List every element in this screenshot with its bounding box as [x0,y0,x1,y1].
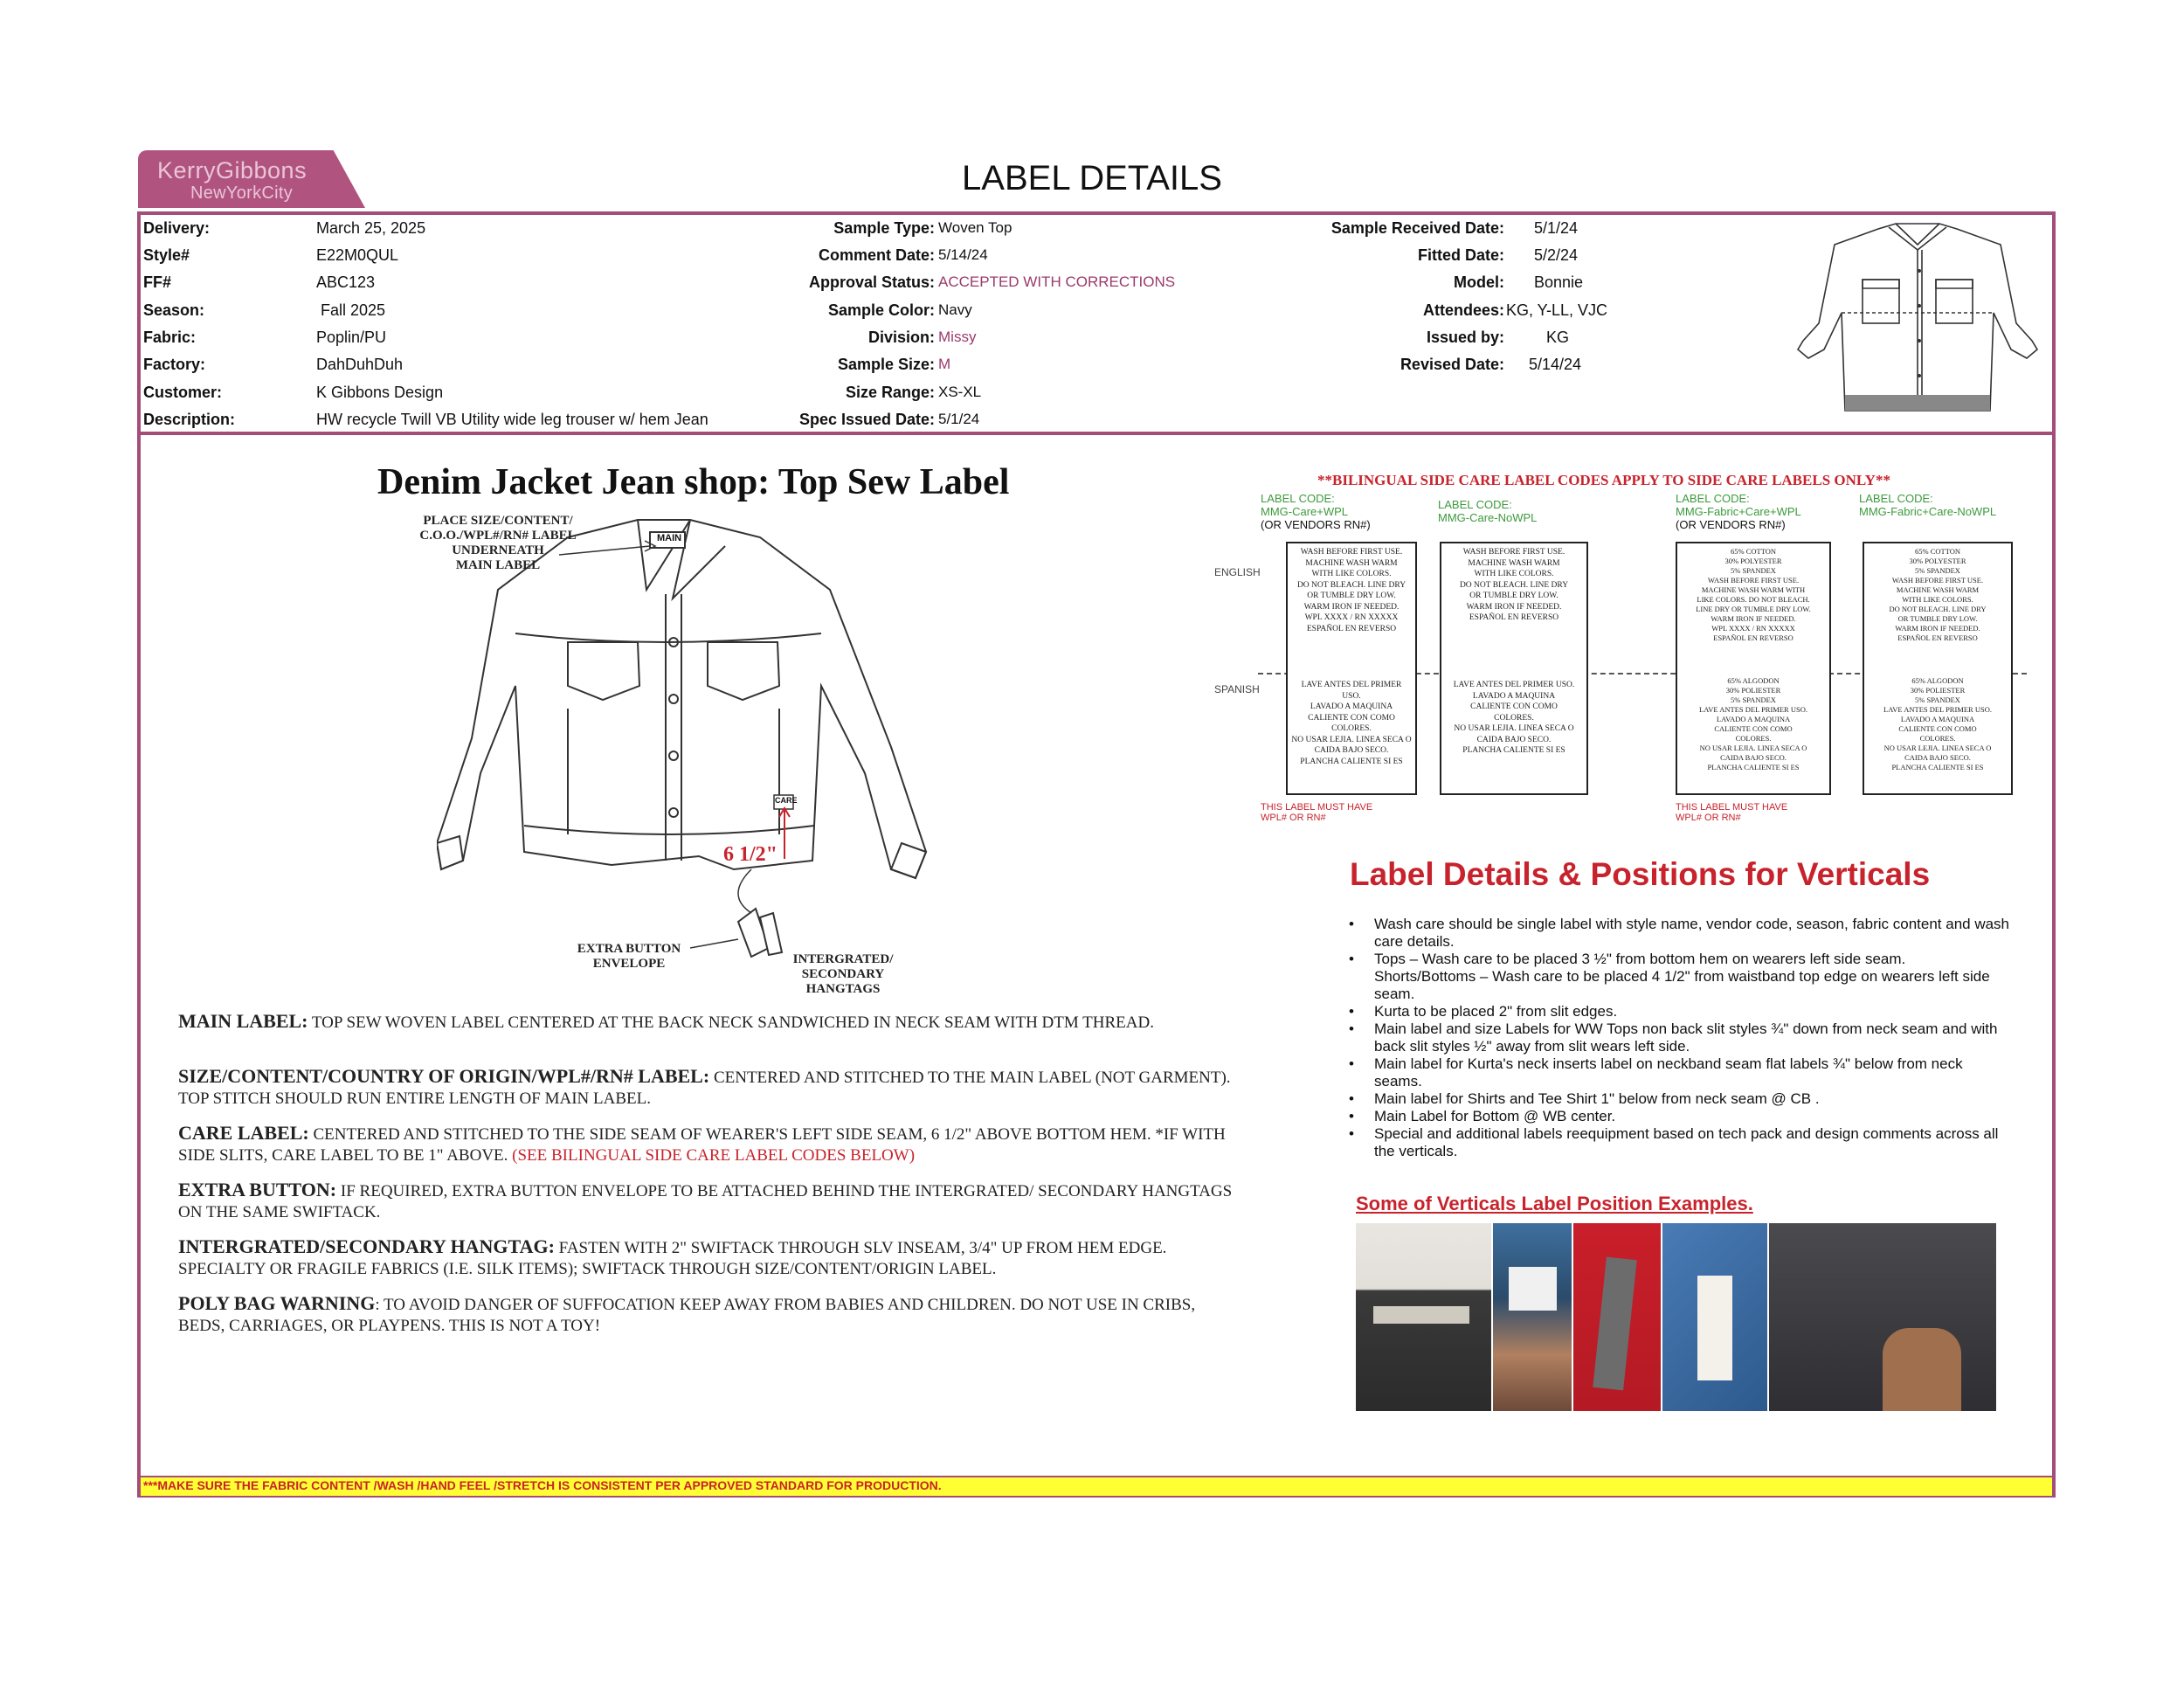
revised-date-value: 5/14/24 [1529,356,1582,373]
callout-place-label: PLACE SIZE/CONTENT/ C.O.O./WPL#/RN# LABEL UNDERNEATH MAIN LABEL [419,514,577,572]
photo-hangtag [1593,1257,1636,1391]
fabric-label: Fabric: [143,329,197,346]
care-english: 65% COTTON 30% POLYESTER 5% SPANDEX WASH BEFORE FIRST USE. MACHINE WASH WARM WITH LIKE COLORS. DO NOT BLEACH. LINE DRY OR TUMBLE DRY LOW. WARM IRON IF NEEDED. WPL XXXX / RN XXXXX ESPAÑOL EN REVERSO [1696,547,1811,642]
vertical-bullet: • Main Label for Bottom @ WB center. [1345,1108,2009,1125]
issued-by-value: KG [1546,329,1570,346]
callout-measure: 6 1/2" [723,843,778,866]
para-body: CENTERED AND STITCHED TO THE SIDE SEAM OF WEARER'S LEFT SIDE SEAM, 6 1/2" ABOVE BOTTOM HEM. *IF WITH SIDE SLITS, CARE LABEL TO BE 1" ABOVE. [178,1125,1226,1165]
examples-title: Some of Verticals Label Position Examples. [1356,1193,1753,1214]
verticals-title: Label Details & Positions for Verticals [1350,856,1931,892]
customer-label: Customer: [143,384,223,401]
paragraph-extra-button [178,1180,1244,1223]
callout-hangtags: INTERGRATED/ SECONDARY HANGTAGS [792,952,894,996]
care-code-1-note: (OR VENDORS RN#) [1261,518,1371,531]
care-spanish: LAVE ANTES DEL PRIMER USO. LAVADO A MAQUINA CALIENTE CON COMO COLORES. NO USAR LEJIA. LINEA SECA O CAIDA BAJO SECO. PLANCHA CALIENTE SI ES [1291,681,1412,766]
sample-color-label: Sample Color: [827,301,935,319]
spec-issued-date-label: Spec Issued Date: [798,411,935,428]
sample-size-label: Sample Size: [837,356,935,373]
denim-jacket-title: Denim Jacket Jean shop: Top Sew Label [377,462,1010,502]
revised-date-label: Revised Date: [1400,356,1504,373]
care-english: WASH BEFORE FIRST USE. MACHINE WASH WARM WITH LIKE COLORS. DO NOT BLEACH. LINE DRY OR TUMBLE DRY LOW. WARM IRON IF NEEDED. ESPAÑOL EN REVERSO [1459,548,1569,622]
paragraph-main-label [178,1011,1244,1034]
vertical-bullet: • Main label for Kurta's neck inserts label on neckband seam flat labels ¾" below from neck seams. [1345,1055,2009,1090]
division-value: Missy [938,329,977,345]
care-label-1 [1286,542,1417,795]
customer-value: K Gibbons Design [316,384,444,401]
example-photo-4 [1662,1223,1767,1411]
fabric-value: Poplin/PU [316,329,387,346]
care-spanish: 65% ALGODON 30% POLIESTER 5% SPANDEX LAVE ANTES DEL PRIMER USO. LAVADO A MAQUINA CALIENTE CON COMO COLORES. NO USAR LEJIA. LINEA SECA O CAIDA BAJO SECO. PLANCHA CALIENTE SI ES [1699,676,1807,771]
spec-issued-date-value: 5/1/24 [938,411,980,427]
brand-name: KerryGibbons [157,157,308,183]
care-code-2: LABEL CODE: MMG-Care-NoWPL [1438,498,1538,524]
attendees-label: Attendees: [1422,301,1504,319]
para-body: : TO AVOID DANGER OF SUFFOCATION KEEP AWAY FROM BABIES AND CHILDREN. DO NOT USE IN CRIBS, BEDS, CARRIAGES, OR PLAYPENS. THIS IS NOT A TOY! [178,1296,1196,1335]
care-code-4: LABEL CODE: MMG-Fabric+Care-NoWPL [1859,492,1997,518]
style-label: Style# [143,246,190,264]
vertical-bullet: • Special and additional labels reequipment based on tech pack and design comments across all the verticals. [1345,1125,2009,1160]
care-spanish: 65% ALGODON 30% POLIESTER 5% SPANDEX LAVE ANTES DEL PRIMER USO. LAVADO A MAQUINA CALIENTE CON COMO COLORES. NO USAR LEJIA. LINEA SECA O CAIDA BAJO SECO. PLANCHA CALIENTE SI ES [1883,676,1992,771]
lang-english: ENGLISH [1214,566,1261,578]
must-have-note-1: THIS LABEL MUST HAVE WPL# OR RN# [1261,802,1373,823]
para-body: TOP SEW WOVEN LABEL CENTERED AT THE BACK NECK SANDWICHED IN NECK SEAM WITH DTM THREAD. [308,1013,1154,1032]
page-title: LABEL DETAILS [962,159,1222,197]
example-photo-5 [1769,1223,1996,1411]
factory-label: Factory: [143,356,206,373]
denim-jacket-sketch [437,511,943,1000]
fitted-date-value: 5/2/24 [1534,246,1579,264]
photo-hand [1883,1328,1961,1411]
para-head: SIZE/CONTENT/COUNTRY OF ORIGIN/WPL#/RN# LABEL: [178,1065,710,1087]
comment-date-value: 5/14/24 [938,246,988,263]
comment-date-label: Comment Date: [818,246,935,264]
para-head: INTERGRATED/SECONDARY HANGTAG: [178,1235,555,1257]
division-label: Division: [867,329,935,346]
approval-status-value: ACCEPTED WITH CORRECTIONS [938,273,1176,290]
style-value: E22M0QUL [316,246,399,264]
para-body: CENTERED AND STITCHED TO THE MAIN LABEL (NOT GARMENT). TOP STITCH SHOULD RUN ENTIRE LENGTH OF MAIN LABEL. [178,1069,1231,1108]
size-range-label: Size Range: [845,384,935,401]
paragraph-poly-bag [178,1293,1244,1337]
photo-hangtag [1697,1276,1732,1380]
vertical-bullet: • Wash care should be single label with style name, vendor code, season, fabric content and wash care details. [1345,916,2009,951]
care-label-4 [1863,542,2013,795]
callout-main-tag: MAIN [657,533,682,543]
example-photo-2 [1493,1223,1572,1411]
care-spanish: LAVE ANTES DEL PRIMER USO. LAVADO A MAQUINA CALIENTE CON COMO COLORES. NO USAR LEJIA. LINEA SECA O CAIDA BAJO SECO. PLANCHA CALIENTE SI ES [1453,681,1575,755]
season-value: Fall 2025 [316,301,386,319]
paragraph-hangtag [178,1236,1244,1280]
care-label-3 [1676,542,1831,795]
header-divider [137,432,2056,435]
photo-label-patch [1509,1267,1557,1311]
model-value: Bonnie [1534,273,1584,291]
paragraph-care-label [178,1123,1244,1166]
example-photo-3 [1573,1223,1661,1411]
must-have-note-3: THIS LABEL MUST HAVE WPL# OR RN# [1676,802,1788,823]
sample-type-value: Woven Top [938,219,1013,236]
paragraph-size-content [178,1066,1244,1110]
para-head: POLY BAG WARNING [178,1292,376,1314]
care-code-3: LABEL CODE: MMG-Fabric+Care+WPL [1676,492,1801,518]
lang-spanish: SPANISH [1214,683,1260,695]
care-english: WASH BEFORE FIRST USE. MACHINE WASH WARM WITH LIKE COLORS. DO NOT BLEACH. LINE DRY OR TUMBLE DRY LOW. WARM IRON IF NEEDED. WPL XXXX / RN XXXXX ESPAÑOL EN REVERSO [1296,548,1406,633]
para-body: IF REQUIRED, EXTRA BUTTON ENVELOPE TO BE ATTACHED BEHIND THE INTERGRATED/ SECONDARY HANGTAGS ON THE SAME SWIFTACK. [178,1182,1233,1221]
sample-size-value: M [938,356,951,372]
callout-care-tag: CARE [775,796,798,805]
care-english: 65% COTTON 30% POLYESTER 5% SPANDEX WASH BEFORE FIRST USE. MACHINE WASH WARM WITH LIKE COLORS. DO NOT BLEACH. LINE DRY OR TUMBLE DRY LOW. WARM IRON IF NEEDED. ESPAÑOL EN REVERSO [1889,547,1987,642]
attendees-value: KG, Y-LL, VJC [1506,301,1608,319]
vertical-bullet: • Main label for Shirts and Tee Shirt 1" below from neck seam @ CB . [1345,1090,2009,1108]
bilingual-title: **BILINGUAL SIDE CARE LABEL CODES APPLY TO SIDE CARE LABELS ONLY** [1317,472,1890,488]
issued-by-label: Issued by: [1426,329,1504,346]
para-head: EXTRA BUTTON: [178,1179,337,1200]
delivery-value: March 25, 2025 [316,219,426,237]
sample-received-value: 5/1/24 [1534,219,1579,237]
para-body: FASTEN WITH 2" SWIFTACK THROUGH SLV INSEAM, 3/4" UP FROM HEM EDGE. SPECIALTY OR FRAGILE FABRICS (I.E. SILK ITEMS); SWIFTACK THROUGH SIZE/CONTENT/ORIGIN LABEL. [178,1239,1167,1278]
sample-color-value: Navy [938,301,972,318]
description-value: HW recycle Twill VB Utility wide leg trouser w/ hem Jean [316,411,708,428]
fitted-date-label: Fitted Date: [1418,246,1504,264]
description-label: Description: [143,411,236,428]
sample-received-label: Sample Received Date: [1330,219,1504,237]
approval-status-label: Approval Status: [808,273,935,291]
sample-type-label: Sample Type: [833,219,935,237]
care-code-3-note: (OR VENDORS RN#) [1676,518,1786,531]
para-head: MAIN LABEL: [178,1010,308,1032]
callout-extra-button: EXTRA BUTTON ENVELOPE [577,942,681,971]
para-head: CARE LABEL: [178,1122,309,1144]
model-label: Model: [1454,273,1504,291]
example-photo-1 [1356,1223,1491,1411]
photo-label-patch [1373,1306,1469,1324]
factory-value: DahDuhDuh [316,356,404,373]
vertical-bullet: • Main label and size Labels for WW Tops non back slit styles ¾" down from neck seam and with back slit styles ½" away from slit wears left side. [1345,1020,2009,1055]
brand-city: NewYorkCity [190,183,294,203]
season-label: Season: [143,301,205,319]
vertical-bullet: • Tops – Wash care to be placed 3 ½" from bottom hem on wearers left side seam. Shorts/Bottoms – Wash care to be placed 4 1/2" from waistband top edge on wearers left side seam. [1345,951,2009,1003]
delivery-label: Delivery: [143,219,211,237]
ff-label: FF# [143,273,172,291]
para-red-note: (SEE BILINGUAL SIDE CARE LABEL CODES BELOW) [512,1146,916,1165]
footer-note: ***MAKE SURE THE FABRIC CONTENT /WASH /HAND FEEL /STRETCH IS CONSISTENT PER APPROVED STANDARD FOR PRODUCTION. [143,1478,942,1492]
care-label-2 [1440,542,1588,795]
size-range-value: XS-XL [938,384,982,400]
vertical-bullet: • Kurta to be placed 2" from slit edges. [1345,1003,2009,1020]
care-code-1: LABEL CODE: MMG-Care+WPL [1261,492,1349,518]
verticals-list [1345,916,2009,1160]
shirt-sketch [1791,218,2044,419]
ff-value: ABC123 [316,273,376,291]
